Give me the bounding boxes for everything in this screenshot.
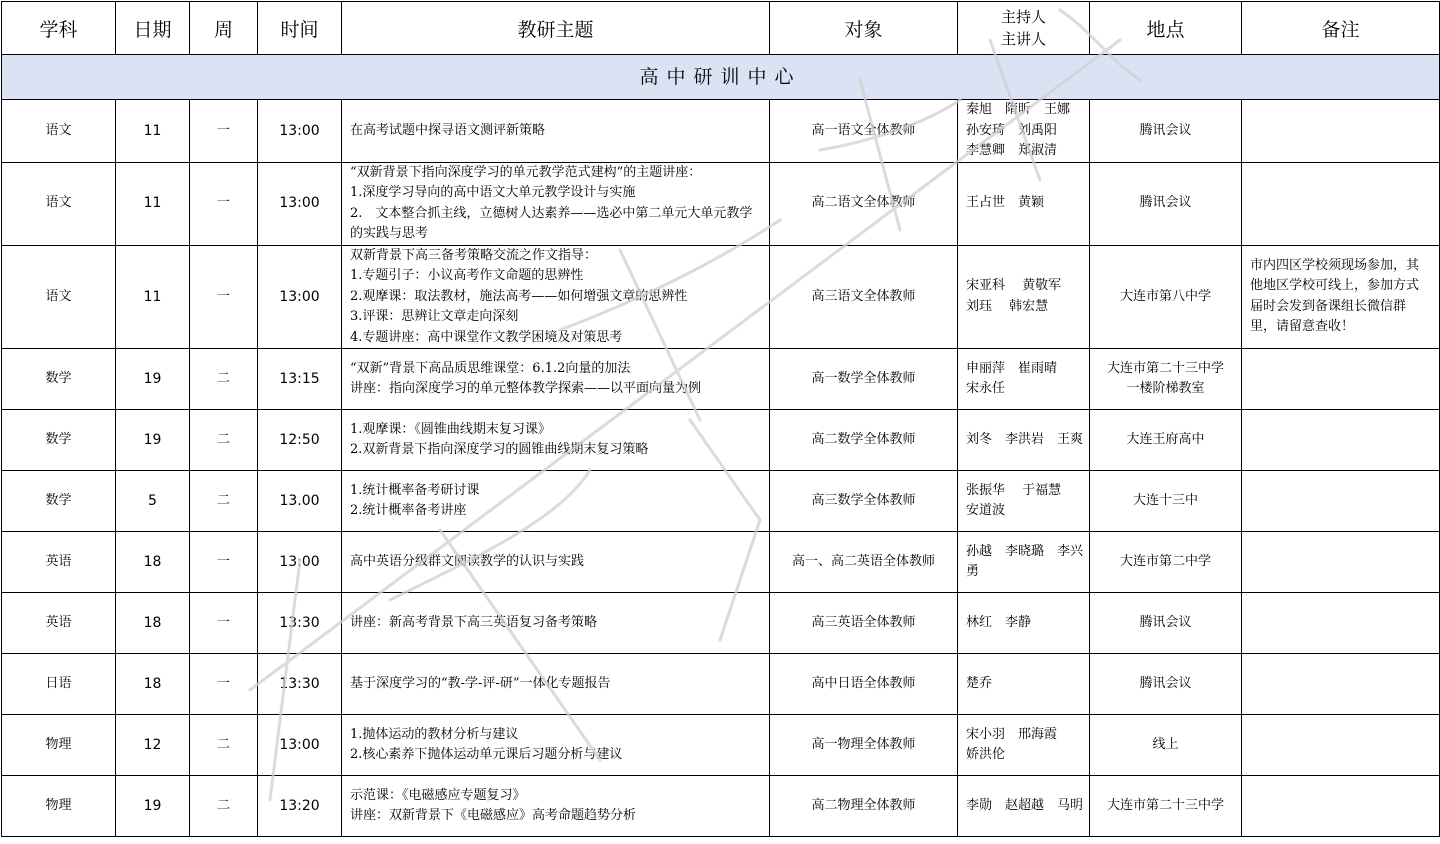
cell-time: 13:00 (258, 715, 342, 776)
location-line: 大连王府高中 (1126, 431, 1205, 447)
topic-line: 1.观摩课：《圆锥曲线期末复习课》 (350, 421, 551, 437)
cell-topic (342, 245, 770, 349)
cell-date: 11 (116, 245, 190, 349)
header-audience: 对象 (770, 2, 958, 55)
cell-notes (1242, 410, 1440, 471)
cell-notes (1242, 532, 1440, 593)
cell-location (1090, 654, 1242, 715)
cell-topic (342, 100, 770, 163)
topic-line: 2.观摩课：取法教材，施法高考——如何增强文章的思辨性 (350, 288, 688, 304)
cell-date: 19 (116, 349, 190, 410)
cell-subject: 语文 (2, 162, 116, 245)
cell-week: 一 (190, 100, 258, 163)
table-row (2, 471, 1440, 532)
cell-week: 二 (190, 410, 258, 471)
location-line: 大连十三中 (1132, 492, 1198, 508)
section-title: 高中研训中心 (2, 55, 1440, 100)
topic-line: 在高考试题中探寻语文测评新策略 (350, 122, 546, 138)
host-line: 孙安琦 刘禹阳 (966, 122, 1058, 138)
header-subject: 学科 (2, 2, 116, 55)
cell-subject: 数学 (2, 471, 116, 532)
cell-topic (342, 776, 770, 837)
host-line: 王占世 黄颖 (966, 195, 1045, 211)
cell-date: 19 (116, 776, 190, 837)
cell-subject: 数学 (2, 349, 116, 410)
cell-week: 一 (190, 162, 258, 245)
header-host (958, 2, 1090, 55)
cell-audience: 高一、高二英语全体教师 (770, 532, 958, 593)
cell-time: 12:50 (258, 410, 342, 471)
topic-line: 2.核心素养下抛体运动单元课后习题分析与建议 (350, 747, 623, 762)
cell-date: 11 (116, 162, 190, 245)
host-line: 孙越 李晓璐 李兴 (966, 543, 1084, 559)
cell-date: 18 (116, 532, 190, 593)
schedule-table (1, 1, 1440, 837)
cell-week: 一 (190, 654, 258, 715)
cell-location (1090, 410, 1242, 471)
location-line: 大连市第二中学 (1119, 553, 1211, 569)
cell-date: 18 (116, 593, 190, 654)
topic-line: “双新”背景下高品质思维课堂：6.1.2向量的加法 (350, 360, 631, 376)
cell-audience: 高二物理全体教师 (770, 776, 958, 837)
table-row (2, 715, 1440, 776)
cell-date: 5 (116, 471, 190, 532)
location-line: 大连市第二十三中学 (1106, 797, 1224, 813)
topic-line: 讲座：指向深度学习的单元整体教学探索——以平面向量为例 (350, 381, 702, 396)
host-line: 安道波 (966, 503, 1006, 518)
topic-line: 2.双新背景下指向深度学习的圆锥曲线期末复习策略 (350, 442, 649, 457)
cell-location (1090, 593, 1242, 654)
cell-topic (342, 410, 770, 471)
cell-hosts (958, 100, 1090, 163)
cell-audience: 高一语文全体教师 (770, 100, 958, 163)
header-date: 日期 (116, 2, 190, 55)
topic-line: 2. 文本整合抓主线，立德树人达素养——选必中第二单元大单元教学的实践与思考 (350, 205, 753, 241)
topic-line: 1.统计概率备考研讨课 (350, 482, 480, 498)
cell-audience: 高中日语全体教师 (770, 654, 958, 715)
location-line: 大连市第二十三中学 (1106, 360, 1224, 376)
topic-line: 讲座：新高考背景下高三英语复习备考策略 (350, 614, 598, 630)
location-line: 线上 (1152, 736, 1179, 752)
cell-week: 一 (190, 245, 258, 349)
cell-notes (1242, 471, 1440, 532)
cell-date: 12 (116, 715, 190, 776)
cell-date: 19 (116, 410, 190, 471)
cell-subject: 英语 (2, 532, 116, 593)
cell-topic (342, 715, 770, 776)
cell-time: 13:00 (258, 245, 342, 349)
cell-time: 13:20 (258, 776, 342, 837)
cell-audience: 高一数学全体教师 (770, 349, 958, 410)
host-line: 张振华 于福慧 (966, 482, 1062, 498)
header-row (2, 2, 1440, 55)
cell-location (1090, 245, 1242, 349)
cell-notes (1242, 776, 1440, 837)
cell-notes (1242, 654, 1440, 715)
cell-hosts (958, 349, 1090, 410)
cell-location (1090, 100, 1242, 163)
header-notes: 备注 (1242, 2, 1440, 55)
location-line: 腾讯会议 (1139, 614, 1192, 630)
cell-notes (1242, 349, 1440, 410)
cell-subject: 日语 (2, 654, 116, 715)
cell-audience: 高三数学全体教师 (770, 471, 958, 532)
cell-location (1090, 471, 1242, 532)
cell-hosts (958, 162, 1090, 245)
topic-line: 双新背景下高三备考策略交流之作文指导： (350, 247, 598, 263)
topic-line: 1.抛体运动的教材分析与建议 (350, 726, 519, 742)
cell-notes (1242, 100, 1440, 163)
cell-location (1090, 776, 1242, 837)
cell-hosts (958, 410, 1090, 471)
cell-audience: 高二数学全体教师 (770, 410, 958, 471)
header-week: 周 (190, 2, 258, 55)
topic-line: 3.评课：思辨让文章走向深刻 (350, 309, 519, 324)
cell-topic (342, 593, 770, 654)
host-line: 宋永任 (966, 381, 1006, 396)
host-line: 勇 (966, 564, 980, 579)
host-line: 宋亚科 黄敬军 (966, 278, 1062, 294)
table-row (2, 776, 1440, 837)
topic-line: 讲座：双新背景下《电磁感应》高考命题趋势分析 (350, 808, 637, 823)
cell-audience: 高一物理全体教师 (770, 715, 958, 776)
cell-time: 13:00 (258, 100, 342, 163)
location-line: 一楼阶梯教室 (1126, 381, 1205, 396)
header-time: 时间 (258, 2, 342, 55)
cell-audience: 高二语文全体教师 (770, 162, 958, 245)
table-row (2, 162, 1440, 245)
cell-hosts (958, 593, 1090, 654)
host-line: 娇洪伦 (966, 747, 1006, 762)
section-row (2, 55, 1440, 100)
topic-line: 1.深度学习导向的高中语文大单元教学设计与实施 (350, 185, 636, 200)
cell-week: 二 (190, 349, 258, 410)
cell-notes (1242, 593, 1440, 654)
topic-line: “双新背景下指向深度学习的单元教学范式建构”的主题讲座： (350, 164, 702, 180)
cell-topic (342, 471, 770, 532)
cell-location (1090, 162, 1242, 245)
cell-week: 一 (190, 593, 258, 654)
table-row (2, 410, 1440, 471)
location-line: 大连市第八中学 (1119, 288, 1211, 304)
host-line: 李勋 赵超越 马明 (966, 797, 1084, 813)
header-location: 地点 (1090, 2, 1242, 55)
host-line: 林红 李静 (966, 614, 1032, 630)
cell-subject: 物理 (2, 776, 116, 837)
location-line: 腾讯会议 (1139, 122, 1192, 138)
cell-notes (1242, 715, 1440, 776)
topic-line: 1.专题引子：小议高考作文命题的思辨性 (350, 268, 584, 283)
topic-line: 高中英语分级群文阅读教学的认识与实践 (350, 553, 585, 569)
cell-subject: 数学 (2, 410, 116, 471)
cell-audience: 高三英语全体教师 (770, 593, 958, 654)
table-row (2, 532, 1440, 593)
topic-line: 示范课：《电磁感应专题复习》 (350, 787, 526, 803)
topic-line: 4.专题讲座：高中课堂作文教学困境及对策思考 (350, 329, 623, 345)
cell-topic (342, 162, 770, 245)
cell-subject: 物理 (2, 715, 116, 776)
host-line: 申丽萍 崔雨晴 (966, 360, 1058, 376)
cell-time: 13:30 (258, 593, 342, 654)
cell-subject: 语文 (2, 245, 116, 349)
cell-hosts (958, 776, 1090, 837)
location-line: 腾讯会议 (1139, 195, 1192, 211)
table-row (2, 593, 1440, 654)
cell-hosts (958, 532, 1090, 593)
cell-subject: 英语 (2, 593, 116, 654)
cell-hosts (958, 715, 1090, 776)
host-line: 秦旭 隋昕 王娜 (966, 102, 1071, 117)
table-row (2, 245, 1440, 349)
host-line: 刘珏 韩宏慧 (966, 298, 1049, 314)
cell-time: 13:15 (258, 349, 342, 410)
cell-time: 13.00 (258, 471, 342, 532)
cell-location (1090, 349, 1242, 410)
cell-hosts (958, 245, 1090, 349)
table-row (2, 349, 1440, 410)
topic-line: 2.统计概率备考讲座 (350, 503, 467, 518)
cell-week: 一 (190, 532, 258, 593)
table-row (2, 654, 1440, 715)
cell-hosts (958, 654, 1090, 715)
host-line: 楚乔 (966, 675, 993, 691)
cell-topic (342, 532, 770, 593)
cell-location (1090, 532, 1242, 593)
cell-date: 11 (116, 100, 190, 163)
cell-week: 二 (190, 471, 258, 532)
header-topic: 教研主题 (342, 2, 770, 55)
host-line: 刘冬 李洪岩 王爽 (966, 431, 1084, 447)
cell-topic (342, 654, 770, 715)
cell-location (1090, 715, 1242, 776)
cell-notes (1242, 162, 1440, 245)
header-host-line: 主讲人 (1000, 30, 1046, 48)
cell-time: 13:00 (258, 162, 342, 245)
table-row (2, 100, 1440, 163)
cell-hosts (958, 471, 1090, 532)
cell-audience: 高三语文全体教师 (770, 245, 958, 349)
host-line: 宋小羽 邢海霞 (966, 726, 1058, 742)
cell-date: 18 (116, 654, 190, 715)
topic-line: 基于深度学习的“教-学-评-研”一体化专题报告 (350, 675, 611, 691)
location-line: 腾讯会议 (1139, 675, 1192, 691)
cell-time: 13:00 (258, 532, 342, 593)
cell-time: 13:30 (258, 654, 342, 715)
cell-subject: 语文 (2, 100, 116, 163)
header-host-line: 主持人 (1000, 8, 1046, 26)
cell-week: 二 (190, 776, 258, 837)
cell-notes: 市内四区学校须现场参加，其他地区学校可线上，参加方式届时会发到备课组长微信群里，请留意查收！ (1242, 245, 1440, 349)
host-line: 李慧卿 郑淑清 (966, 143, 1058, 158)
cell-week: 二 (190, 715, 258, 776)
cell-topic (342, 349, 770, 410)
